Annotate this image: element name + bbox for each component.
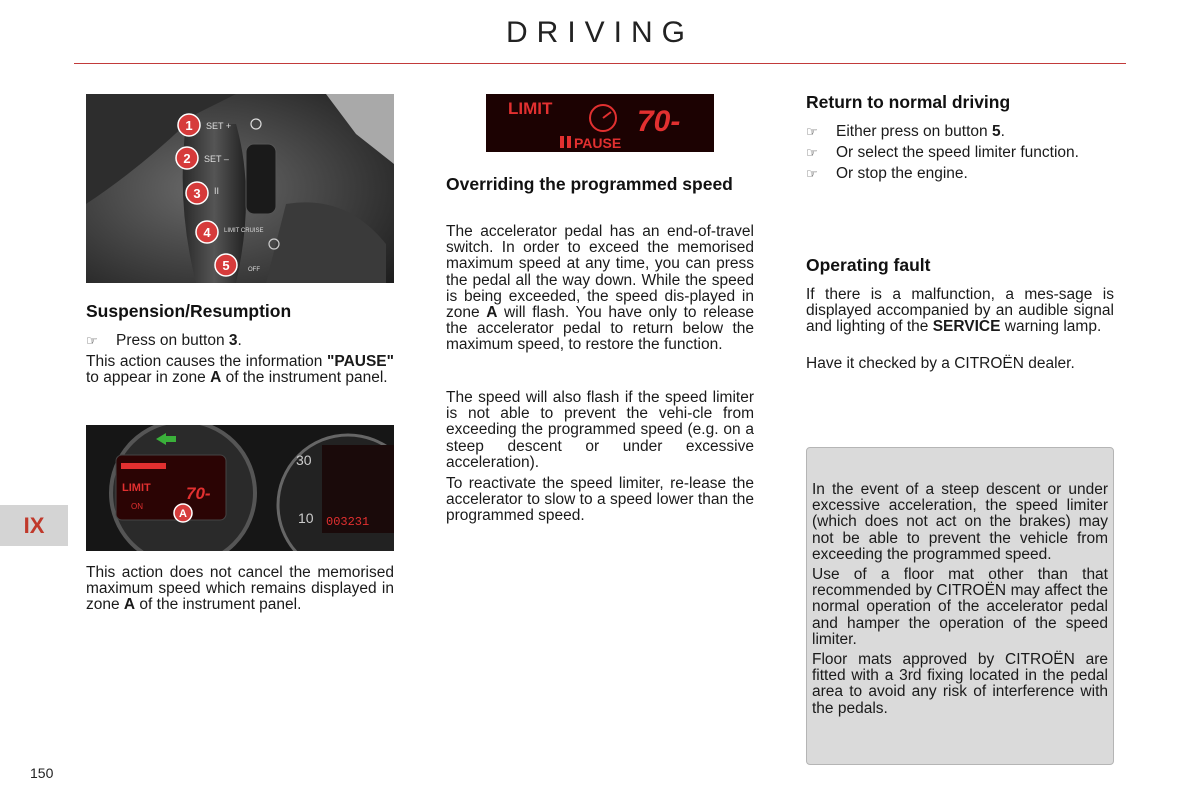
- odometer-text: 003231: [326, 515, 370, 529]
- cluster-limit-text: LIMIT: [122, 482, 151, 494]
- note-paragraph-steep-descent: In the event of a steep descent or under excessive acceleration, the speed limiter (which does not act on the brakes) may not be able to prevent the vehicle from exceeding the programmed speed.: [812, 481, 1108, 563]
- limit-pause-display: [486, 94, 714, 152]
- pause-label: II: [214, 186, 220, 196]
- stalk-label-2: 2: [183, 151, 191, 166]
- heading-return-to-normal-driving: Return to normal driving: [806, 92, 1011, 112]
- pause-symbol-icon: [560, 136, 564, 148]
- paragraph-memorised-speed: This action does not cancel the memorised maximum speed which remains displayed in zone A of the instrument panel.: [86, 564, 394, 614]
- stalk-label-1: 1: [185, 118, 193, 133]
- heading-operating-fault: Operating fault: [806, 255, 931, 275]
- paragraph-end-of-travel-switch: The accelerator pedal has an end-of-travel switch. In order to exceed the memorised maximum speed at any time, you can press the pedal all the way down. While the speed is being exceeded, the speed dis-played in zone A will flash. You have only to release the accelerator pedal to return below the maximum speed, to restore the function.: [446, 223, 754, 354]
- set-minus-label: SET –: [204, 154, 229, 164]
- bullet-select-limiter: ☞ Or select the speed limiter function.: [806, 144, 1079, 161]
- paragraph-pause-info: This action causes the information "PAUSE" to appear in zone A of the instrument panel.: [86, 353, 394, 387]
- speed-text: 70-: [637, 105, 681, 138]
- pointing-hand-icon: ☞: [806, 124, 818, 139]
- limit-text: LIMIT: [508, 99, 553, 118]
- page-number: 150: [30, 765, 54, 781]
- note-paragraph-floor-mat: Use of a floor mat other than that recommended by CITROËN may affect the normal operation of the accelerator pedal and hamper the operation of the speed limiter.: [812, 566, 1108, 648]
- instrument-cluster-photo: [86, 425, 394, 551]
- pause-text: PAUSE: [574, 135, 622, 151]
- paragraph-malfunction: If there is a malfunction, a mes-sage is displayed accompanied by an audible signal and lighting of the SERVICE warning lamp.: [806, 286, 1114, 336]
- set-plus-label: SET +: [206, 121, 232, 131]
- pointing-hand-icon: ☞: [806, 166, 818, 181]
- speed-limiter-stalk-photo: [86, 94, 394, 283]
- pointing-hand-icon: ☞: [806, 145, 818, 160]
- paragraph-citroen-dealer: Have it checked by a CITROËN dealer.: [806, 355, 1075, 372]
- chapter-tab: IX: [0, 505, 68, 546]
- heading-overriding-programmed-speed: Overriding the programmed speed: [446, 174, 733, 194]
- bullet-stop-engine: ☞ Or stop the engine.: [806, 165, 968, 182]
- heading-suspension-resumption: Suspension/Resumption: [86, 301, 292, 321]
- stalk-label-5: 5: [222, 258, 230, 273]
- gauge-10-text: 10: [298, 510, 314, 526]
- bullet-press-button-5: ☞ Either press on button 5.: [806, 123, 1005, 140]
- pointing-hand-icon: ☞: [86, 333, 98, 348]
- off-label: OFF: [248, 267, 260, 273]
- paragraph-speed-flash: The speed will also flash if the speed limiter is not able to prevent the vehi-cle from exceeding the programmed speed (e.g. on a steep descent or under excessive acceleration).: [446, 389, 754, 471]
- cluster-on-text: ON: [131, 502, 143, 511]
- limit-cruise-label: LIMIT CRUISE: [224, 228, 264, 234]
- paragraph-reactivate: To reactivate the speed limiter, re-lease the accelerator to slow to a speed lower than the programmed speed.: [446, 475, 754, 525]
- zone-a-marker: A: [179, 508, 187, 520]
- title-divider: [74, 63, 1126, 64]
- stalk-label-3: 3: [193, 186, 201, 201]
- bullet-press-button-3: ☞ Press on button 3.: [86, 332, 242, 349]
- page-title: DRIVING: [505, 16, 694, 49]
- stalk-label-4: 4: [203, 225, 211, 240]
- gauge-30-text: 30: [296, 452, 312, 468]
- note-text: [812, 482, 1108, 721]
- note-paragraph-approved-mats: Floor mats approved by CITROËN are fitted with a 3rd fixing located in the pedal area to avoid any risk of interference with the pedals.: [812, 651, 1108, 717]
- cluster-speed-text: 70-: [186, 484, 211, 503]
